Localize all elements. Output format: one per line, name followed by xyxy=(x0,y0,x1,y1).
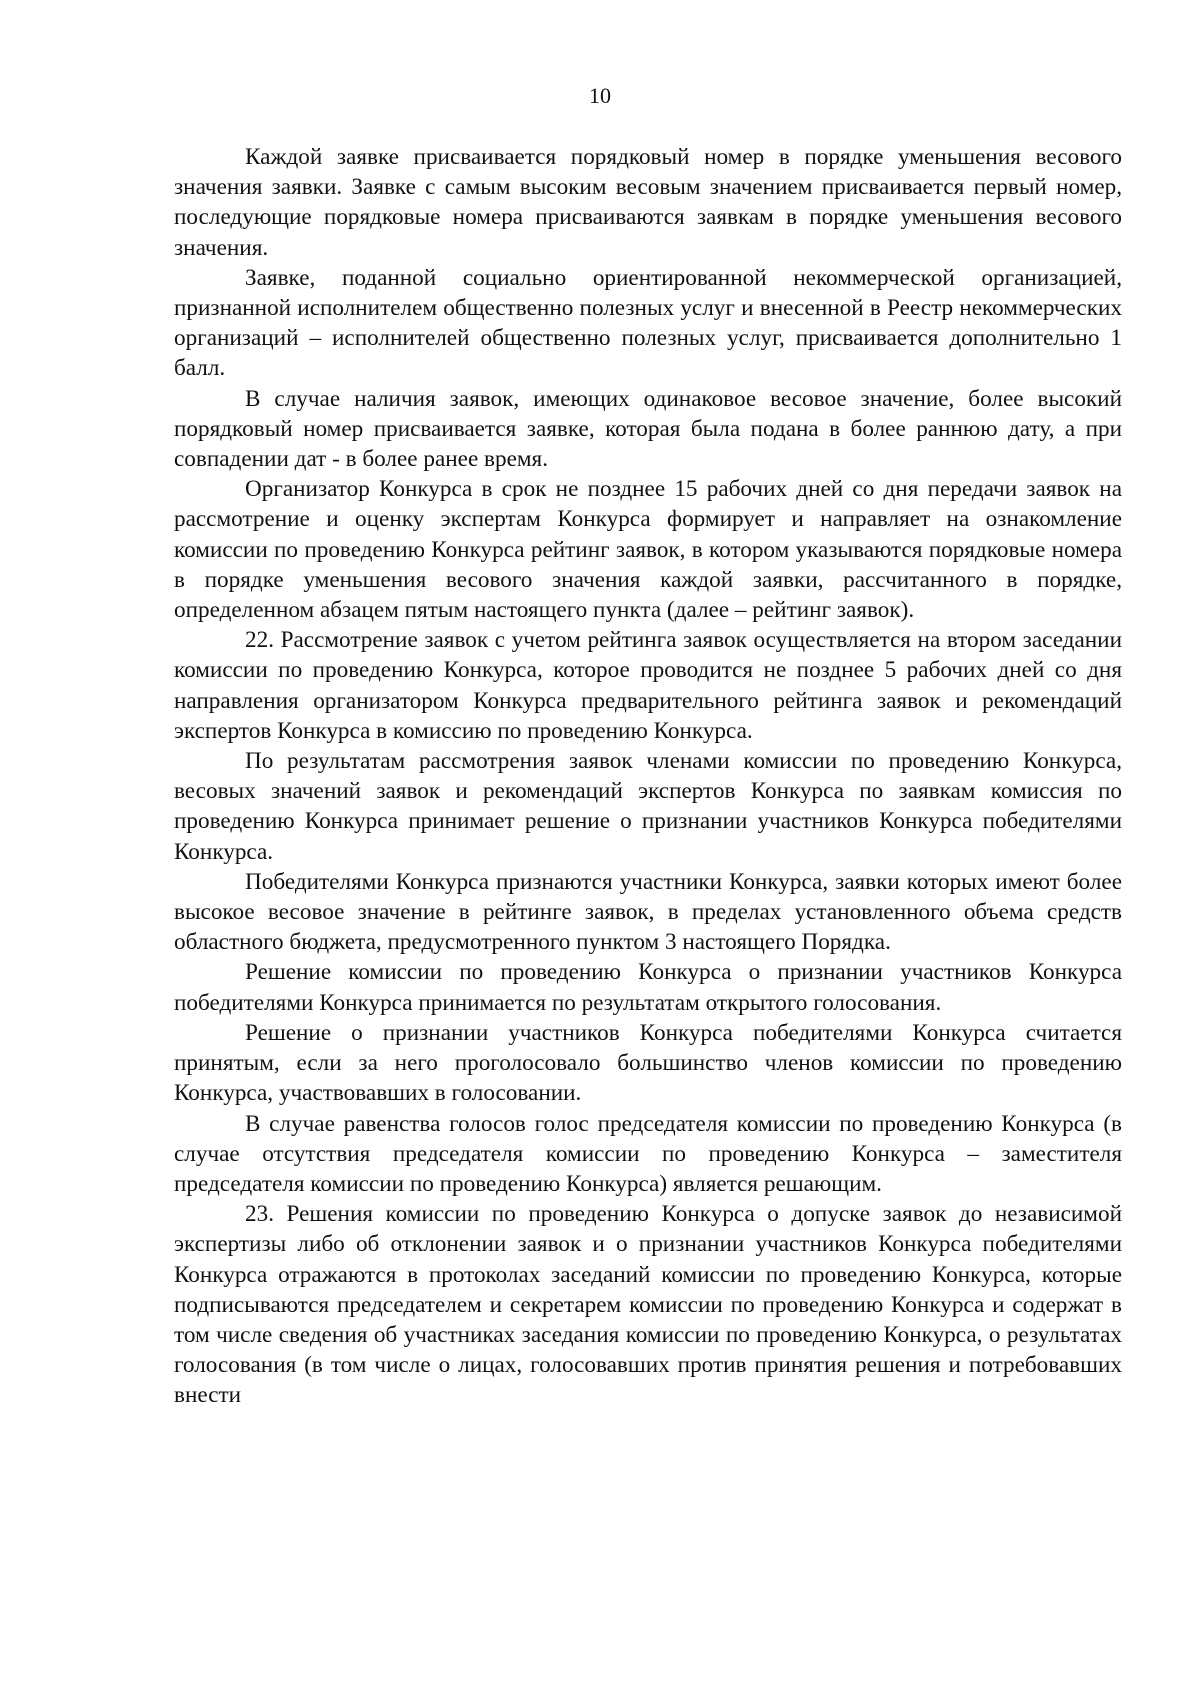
paragraph: Победителями Конкурса признаются участники Конкурса, заявки которых имеют более высокое весовое значение в рейтинге заявок, в пределах установленного объема средств областного бюджета, предусмотренного пунктом 3 настоящего Порядка. xyxy=(174,868,1122,956)
paragraph: Заявке, поданной социально ориентированной некоммерческой организацией, признанной исполнителем общественно полезных услуг и внесенной в Реестр некоммерческих организаций – исполнителей общественно полезных услуг, присваивается дополнительно 1 балл. xyxy=(174,264,1122,382)
paragraph: 22. Рассмотрение заявок с учетом рейтинга заявок осуществляется на втором заседании комиссии по проведению Конкурса, которое проводится не позднее 5 рабочих дней со дня направления организатором Конкурса предварительного рейтинга заявок и рекомендаций экспертов Конкурса в комиссию по проведению Конкурса. xyxy=(174,627,1122,744)
paragraph: 23. Решения комиссии по проведению Конкурса о допуске заявок до независимой экспертизы либо об отклонении заявок и о признании участников Конкурса победителями Конкурса отражаются в протоколах заседаний комиссии по проведению Конкурса, которые подписываются председателем и секретарем комиссии по проведению Конкурса и содержат в том числе сведения об участниках заседания комиссии по проведению Конкурса, о результатах голосования (в том числе о лицах, голосовавших против принятия решения и потребовавших внести xyxy=(174,1201,1122,1409)
paragraph: В случае наличия заявок, имеющих одинаковое весовое значение, более высокий порядковый номер присваивается заявке, которая была подана в более раннюю дату, а при совпадении дат - в более ранее время. xyxy=(174,385,1122,473)
paragraph: Решение комиссии по проведению Конкурса о признании участников Конкурса победителями Конкурса принимается по результатам открытого голосования. xyxy=(174,959,1122,1016)
paragraph: Решение о признании участников Конкурса победителями Конкурса считается принятым, если за него проголосовало большинство членов комиссии по проведению Конкурса, участвовавших в голосовании. xyxy=(174,1019,1122,1107)
document-body xyxy=(174,142,1122,1411)
paragraph: Каждой заявке присваивается порядковый номер в порядке уменьшения весового значения заявки. Заявке с самым высоким весовым значением присваивается первый номер, последующие порядковые номера присваиваются заявкам в порядке уменьшения весового значения. xyxy=(174,144,1122,261)
paragraph: По результатам рассмотрения заявок членами комиссии по проведению Конкурса, весовых значений заявок и рекомендаций экспертов Конкурса по заявкам комиссия по проведению Конкурса принимает решение о признании участников Конкурса победителями Конкурса. xyxy=(174,748,1122,865)
paragraph: В случае равенства голосов голос председателя комиссии по проведению Конкурса (в случае отсутствия председателя комиссии по проведению Конкурса – заместителя председателя комиссии по проведению Конкурса) является решающим. xyxy=(174,1110,1122,1197)
page-number: 10 xyxy=(589,83,611,108)
paragraph: Организатор Конкурса в срок не позднее 15 рабочих дней со дня передачи заявок на рассмотрение и оценку экспертам Конкурса формирует и направляет на ознакомление комиссии по проведению Конкурса рейтинг заявок, в котором указываются порядковые номера в порядке уменьшения весового значения каждой заявки, рассчитанного в порядке, определенном абзацем пятым настоящего пункта (далее – рейтинг заявок). xyxy=(174,476,1122,624)
